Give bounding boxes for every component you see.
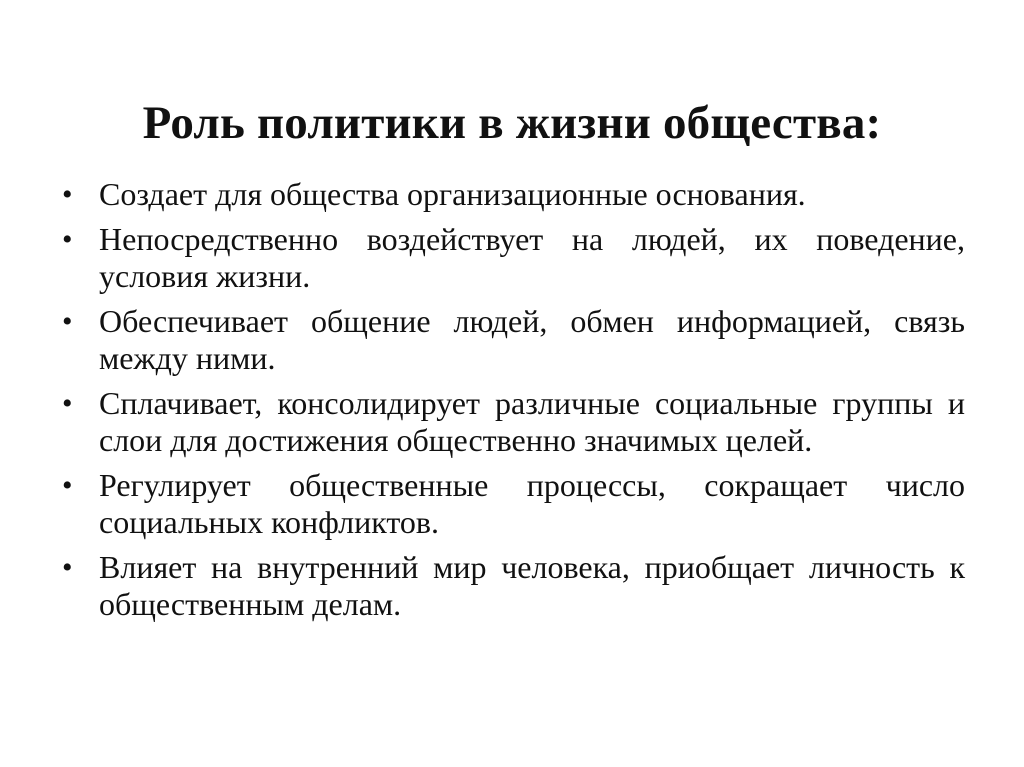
bullet-marker: • (62, 305, 73, 338)
bullet-text: Влияет на внутренний мир человека, приобщает личность к общественным делам. (99, 549, 965, 622)
bullet-marker: • (62, 551, 73, 584)
bullet-text: Непосредственно воздействует на людей, их поведение, условия жизни. (99, 221, 965, 294)
bullet-marker: • (62, 387, 73, 420)
bullet-item (62, 467, 965, 541)
bullet-text: Создает для общества организационные основания. (99, 176, 806, 212)
bullet-marker: • (62, 223, 73, 256)
slide-title: Роль политики в жизни общества: (142, 97, 882, 150)
bullet-item (62, 221, 965, 295)
bullet-item (62, 176, 965, 213)
bullet-list (62, 176, 965, 631)
bullet-text: Обеспечивает общение людей, обмен информацией, связь между ними. (99, 303, 965, 376)
bullet-item (62, 303, 965, 377)
bullet-marker: • (62, 178, 73, 211)
bullet-item (62, 549, 965, 623)
bullet-text: Сплачивает, консолидирует различные социальные группы и слои для достижения общественно значимых целей. (99, 385, 965, 458)
bullet-marker: • (62, 469, 73, 502)
bullet-item (62, 385, 965, 459)
bullet-text: Регулирует общественные процессы, сокращает число социальных конфликтов. (99, 467, 965, 540)
